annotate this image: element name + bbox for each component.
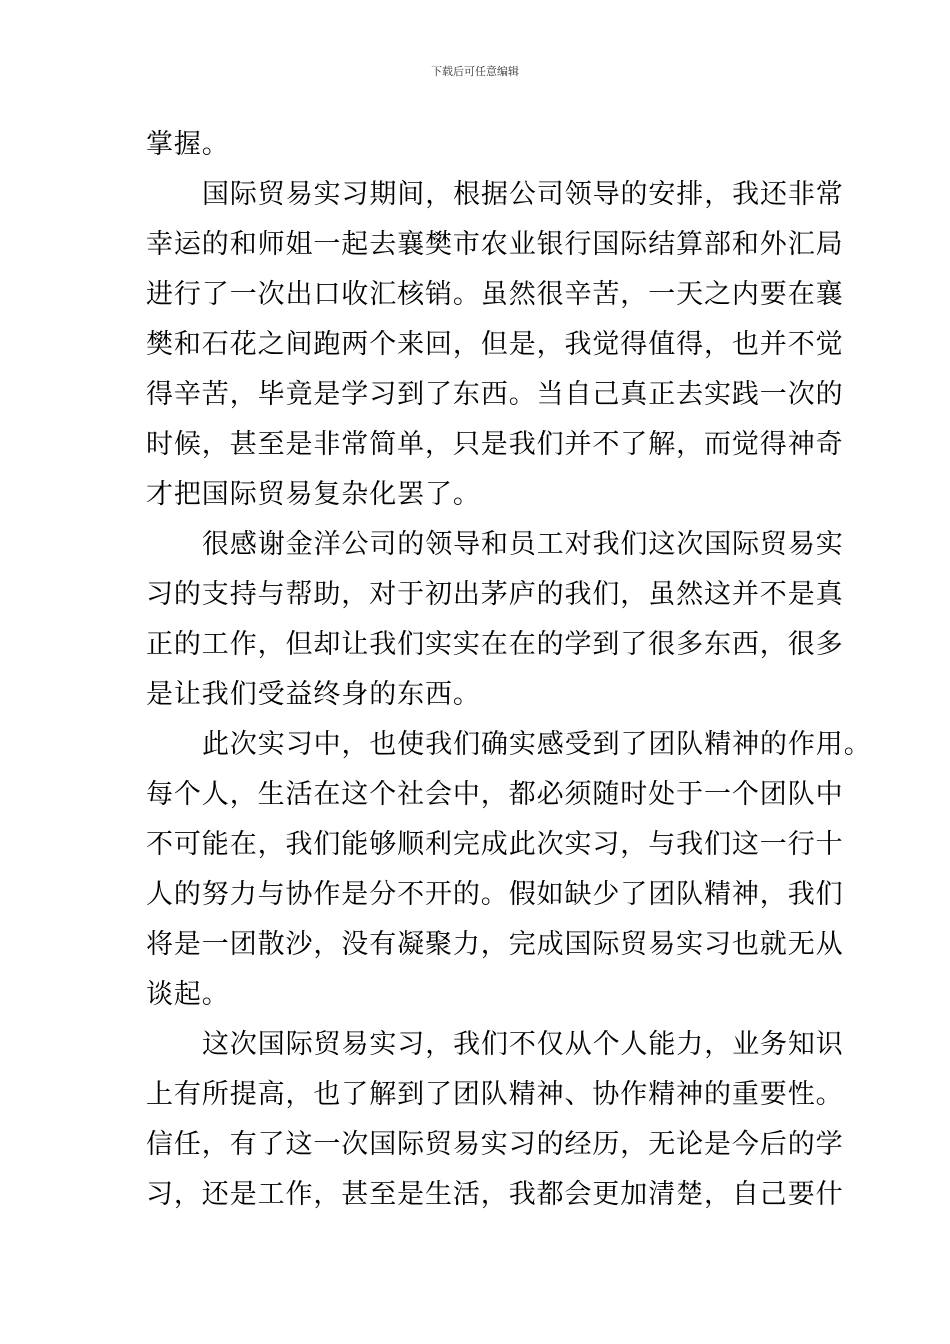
paragraph-start-line: 很感谢金洋公司的领导和员工对我们这次国际贸易实 xyxy=(202,529,844,560)
text-line: 时候，甚至是非常简单，只是我们并不了解，而觉得神奇 xyxy=(146,429,844,460)
text-line: 习，还是工作，甚至是生活，我都会更加清楚，自己要什 xyxy=(146,1179,844,1210)
text-line: 将是一团散沙，没有凝聚力，完成国际贸易实习也就无从 xyxy=(146,929,844,960)
text-line: 谈起。 xyxy=(146,979,230,1010)
page-header: 下载后可任意编辑 xyxy=(431,65,519,78)
text-line: 进行了一次出口收汇核销。虽然很辛苦，一天之内要在襄 xyxy=(146,279,844,310)
text-line: 樊和石花之间跑两个来回，但是，我觉得值得，也并不觉 xyxy=(146,329,844,360)
text-line: 掌握。 xyxy=(146,129,230,160)
text-line: 不可能在，我们能够顺利完成此次实习，与我们这一行十 xyxy=(146,829,844,860)
text-line: 幸运的和师姐一起去襄樊市农业银行国际结算部和外汇局 xyxy=(146,229,844,260)
paragraph-start-line: 国际贸易实习期间，根据公司领导的安排，我还非常 xyxy=(202,179,844,210)
text-line: 是让我们受益终身的东西。 xyxy=(146,679,481,710)
text-line: 人的努力与协作是分不开的。假如缺少了团队精神，我们 xyxy=(146,879,844,910)
text-line: 才把国际贸易复杂化罢了。 xyxy=(146,479,481,510)
body-text xyxy=(146,120,872,1220)
text-line: 信任，有了这一次国际贸易实习的经历，无论是今后的学 xyxy=(146,1129,844,1160)
text-line: 习的支持与帮助，对于初出茅庐的我们，虽然这并不是真 xyxy=(146,579,844,610)
text-line: 每个人，生活在这个社会中，都必须随时处于一个团队中 xyxy=(146,779,844,810)
text-line: 得辛苦，毕竟是学习到了东西。当自己真正去实践一次的 xyxy=(146,379,844,410)
paragraph-start-line: 这次国际贸易实习，我们不仅从个人能力，业务知识 xyxy=(202,1029,844,1060)
text-line: 上有所提高，也了解到了团队精神、协作精神的重要性。 xyxy=(146,1079,844,1110)
text-line: 正的工作，但却让我们实实在在的学到了很多东西，很多 xyxy=(146,629,844,660)
paragraph-start-line: 此次实习中，也使我们确实感受到了团队精神的作用。 xyxy=(202,729,872,760)
